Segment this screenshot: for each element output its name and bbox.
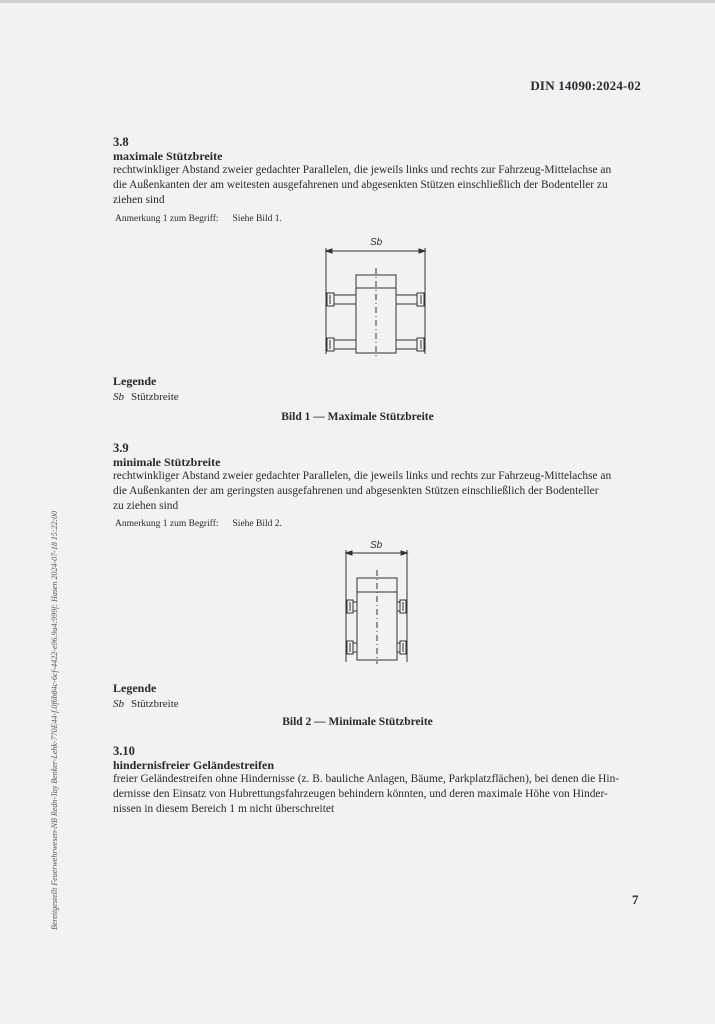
note-reference: Siehe Bild 2. — [232, 519, 282, 529]
document-id: DIN 14090:2024-02 — [530, 78, 641, 93]
outrigger-front-left — [327, 293, 356, 306]
arrow-left — [346, 551, 352, 555]
outrigger-front-right — [396, 293, 424, 306]
definition-line: dernisse den Einsatz von Hubrettungsfahrzeugen behindern könnten, und deren maximale Höhe von Hinder- — [113, 788, 608, 800]
note-3-8 — [115, 214, 282, 224]
outrigger-rear-right — [396, 338, 424, 351]
note-label: Anmerkung 1 zum Begriff: — [115, 519, 219, 529]
figure-2-min-support-width — [341, 540, 416, 665]
definition-line: die Außenkanten der am geringsten ausgefahrenen und abgesenkten Stützen einschließlich der Bodenteller — [113, 485, 599, 497]
definition-line: nissen in diesem Bereich 1 m nicht überschreitet — [113, 803, 335, 815]
side-watermark: Bereitgestellt Feuerwehrwesen-NB Redn-Tay Benker-Lehk-770E44-f.0f6b84c-6cf-4422-e96.9a4:999f: Hasen 2024-07-18 15:22:00 — [50, 510, 59, 930]
legend-title: Legende — [113, 374, 157, 388]
legend-text: Stützbreite — [131, 391, 179, 403]
outrigger-rear-left — [327, 338, 356, 351]
definition-line: ziehen sind — [113, 194, 165, 206]
section-number: 3.10 — [113, 744, 135, 758]
outrigger-rear-left — [347, 641, 357, 654]
page-number: 7 — [632, 892, 639, 907]
definition-line: die Außenkanten der am weitesten ausgefahrenen und abgesenkten Stützen einschließlich der Bodenteller zu — [113, 179, 608, 191]
scan-top-edge — [0, 0, 715, 3]
arrow-left — [326, 249, 332, 253]
legend-entry — [113, 698, 179, 710]
definition-line: rechtwinkliger Abstand zweier gedachter Parallelen, die jeweils links und rechts zur Fahrzeug-Mittelachse an — [113, 164, 612, 176]
legend-symbol: Sb — [113, 391, 124, 403]
section-3-9 — [113, 441, 643, 514]
section-term: maximale Stützbreite — [113, 149, 223, 163]
arrow-right — [419, 249, 425, 253]
section-3-8 — [113, 135, 643, 208]
legend-title: Legende — [113, 681, 157, 695]
note-3-9 — [115, 519, 282, 529]
section-term: hindernisfreier Geländestreifen — [113, 758, 274, 772]
definition-line: rechtwinkliger Abstand zweier gedachter Parallelen, die jeweils links und rechts zur Fahrzeug-Mittelachse an — [113, 470, 612, 482]
legend-symbol: Sb — [113, 698, 124, 710]
arrow-right — [401, 551, 407, 555]
figure-caption: Bild 1 — Maximale Stützbreite — [281, 411, 434, 423]
note-label: Anmerkung 1 zum Begriff: — [115, 214, 219, 224]
dimension-label: Sb — [370, 540, 383, 551]
section-term: minimale Stützbreite — [113, 455, 221, 469]
outrigger-front-left — [347, 600, 357, 613]
note-reference: Siehe Bild 1. — [232, 214, 282, 224]
section-3-10 — [113, 744, 643, 817]
dimension-label: Sb — [370, 237, 383, 248]
definition-line: freier Geländestreifen ohne Hindernisse (z. B. bauliche Anlagen, Bäume, Parkplatzflächen), bei denen die Hin- — [113, 773, 620, 785]
figure-1-max-support-width — [320, 232, 435, 357]
definition-line: zu ziehen sind — [113, 500, 179, 512]
figure-caption: Bild 2 — Minimale Stützbreite — [282, 716, 433, 728]
section-number: 3.8 — [113, 135, 129, 149]
outrigger-front-right — [397, 600, 406, 613]
legend-text: Stützbreite — [131, 698, 179, 710]
legend-entry — [113, 391, 179, 403]
section-number: 3.9 — [113, 441, 129, 455]
outrigger-rear-right — [397, 641, 406, 654]
